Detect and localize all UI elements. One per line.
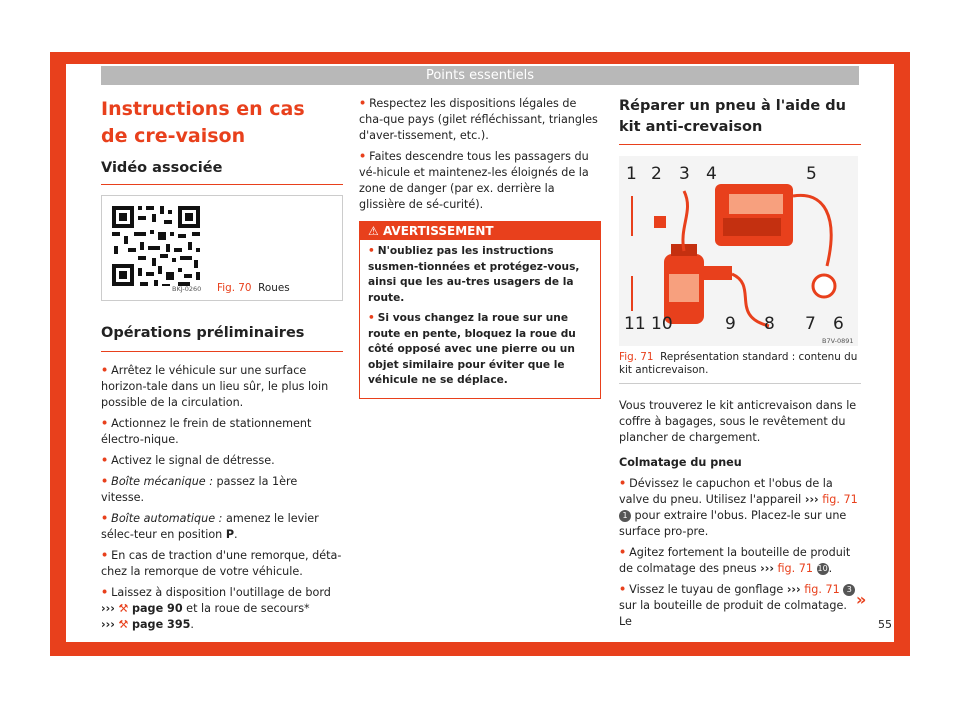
callout-badge: 10 [817,564,828,573]
link-arrow-icon: ››› [760,562,774,575]
intro-text: Vous trouverez le kit anticrevaison dans le coffre à bagages, sous le revêtement du plancher de chargement. [619,399,857,444]
figure-71-label: Fig. 71 [619,351,654,363]
figure-70-caption [217,280,290,296]
callout-10: 10 [651,314,673,334]
link-arrow-icon: ››› [786,583,801,596]
fig-71-link[interactable]: fig. 71 [822,493,858,506]
callout-2: 2 [651,164,662,184]
link-arrow-icon: ››› [101,602,115,615]
callout-badge: 3 [843,584,855,596]
section-header: Points essentiels [101,66,859,85]
figure-71-caption [619,346,861,384]
warning-box [359,221,601,399]
callout-7: 7 [805,314,816,334]
list-item: • Activez le signal de détresse. [101,454,275,467]
qr-code[interactable] [108,202,204,294]
list-item: • Respectez les dispositions légales de cha-que pays (gilet réfléchissant, triangles d'aver-tissement, etc.). [359,97,598,142]
link-arrow-icon: ››› [101,618,115,631]
prelim-bullets [101,363,343,633]
list-item: • Laissez à disposition l'outillage de bord ››› ⚒ page 90 et la roue de secours* ››› ⚒ page 395. [101,586,331,631]
figure-code: B7V-0891 [822,337,854,345]
callout-9: 9 [725,314,736,334]
colmatage-heading: Colmatage du pneu [619,456,742,469]
figure-70 [101,195,343,301]
page-number: 55 [878,618,892,631]
list-item: • Boîte automatique : amenez le levier sélec-teur en position P. [101,512,319,541]
list-item: • En cas de traction d'une remorque, déta-chez la remorque de votre véhicule. [101,549,342,578]
qr-code-label: BKJ-0260 [172,285,202,293]
figure-70-label: Fig. 70 [217,282,252,294]
list-item: • Agitez fortement la bouteille de produit de colmatage des pneus ››› fig. 71 10. [619,546,851,575]
list-item: • Arrêtez le véhicule sur une surface horizon-tale dans un lieu sûr, le plus loin possible de la circulation. [101,364,329,409]
column-2 [359,96,601,399]
callout-5: 5 [806,164,817,184]
video-heading: Vidéo associée [101,160,223,176]
callout-badge: 1 [619,510,631,522]
callout-4: 4 [706,164,717,184]
callout-8: 8 [764,314,775,334]
prelim-heading: Opérations préliminaires [101,325,305,341]
continue-icon: » [856,590,867,609]
warning-item: • N'oubliez pas les instructions susmen-tionnées et protégez-vous, ainsi que les au-tres usagers de la route. [368,245,580,304]
page-90-link[interactable]: page 90 [132,602,183,615]
list-item: • Actionnez le frein de stationnement électro-nique. [101,417,312,446]
list-item: • Dévissez le capuchon et l'obus de la valve du pneu. Utilisez l'appareil ››› fig. 71 1 pour extraire l'obus. Placez-le sur une surface pro-pre. [619,477,858,538]
tools-icon: ⚒ [118,602,129,615]
page-395-link[interactable]: page 395 [132,618,191,631]
figure-71-text: Représentation standard : contenu du kit anticrevaison. [619,351,858,376]
link-arrow-icon: ››› [804,493,819,506]
callout-11: 11 [624,314,646,334]
list-item: • Vissez le tuyau de gonflage ››› fig. 71 3 sur la bouteille de produit de colmatage. Le [619,582,861,630]
callout-3: 3 [679,164,690,184]
warning-title: AVERTISSEMENT [382,224,494,238]
warning-icon: ⚠ [368,224,379,238]
fig-71-link[interactable]: fig. 71 [804,583,840,596]
column-1 [101,96,343,638]
column-3 [619,96,861,635]
list-item: • Boîte mécanique : passez la 1ère vitesse. [101,475,298,504]
list-item: • Faites descendre tous les passagers du vé-hicule et maintenez-les éloignés de la zone de danger (par ex. derrière la glissière de sé-curité). [359,150,589,211]
figure-70-text: Roues [258,282,290,294]
figure-71 [619,156,858,346]
callout-6: 6 [833,314,844,334]
repair-kit-illustration[interactable] [619,156,858,346]
section-title: Réparer un pneu à l'aide du kit anti-crevaison [619,98,846,135]
tools-icon: ⚒ [118,618,129,631]
page-title: Instructions en cas de cre-vaison [101,98,305,147]
callout-1: 1 [626,164,637,184]
fig-71-link[interactable]: fig. 71 [777,562,814,575]
warning-item: • Si vous changez la roue sur une route en pente, bloquez la roue du côté opposé avec une pierre ou un objet similaire pour éviter que le véhicule ne se déplace. [368,312,576,386]
